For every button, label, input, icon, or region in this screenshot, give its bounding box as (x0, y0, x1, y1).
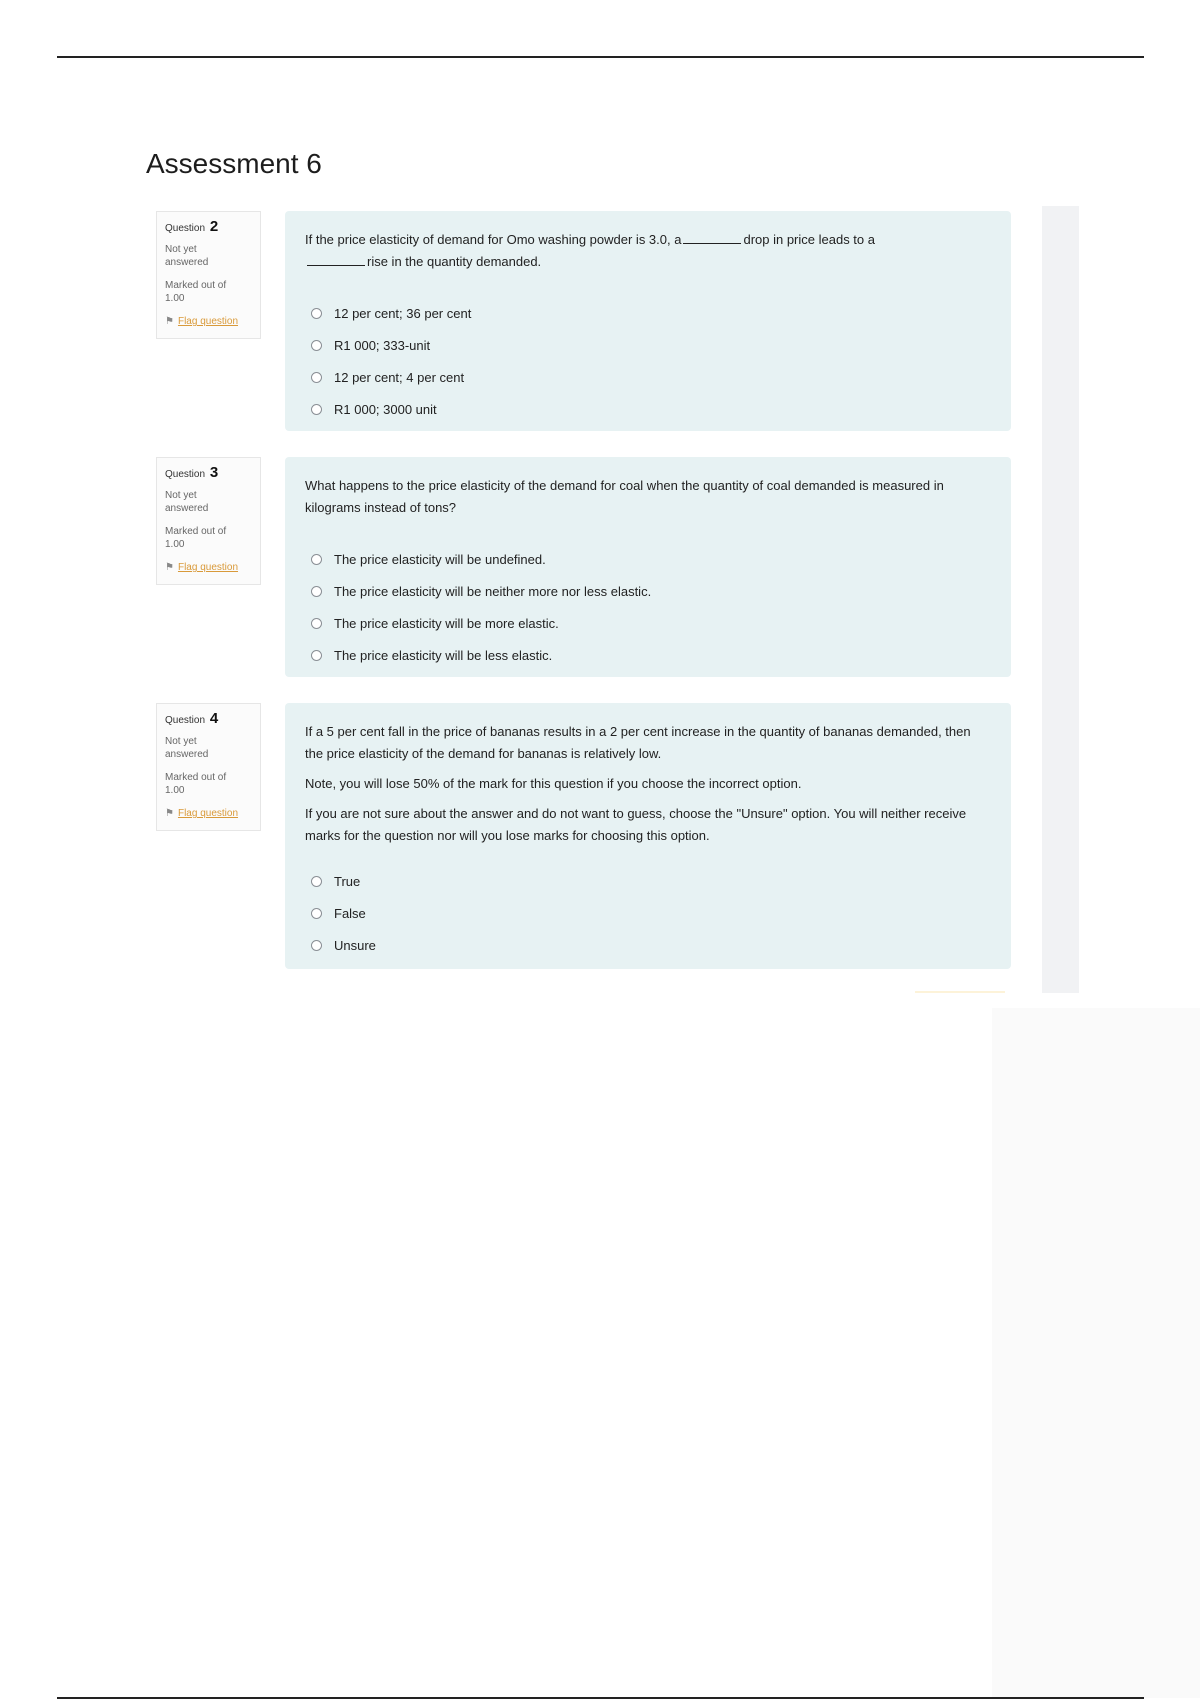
question-text-part: drop in price leads to a (743, 232, 875, 247)
question-number: 3 (209, 464, 219, 481)
bottom-rule (57, 1697, 1144, 1699)
question-number-row (165, 466, 252, 481)
answer-blank (683, 231, 741, 244)
question-content-3 (285, 457, 1011, 677)
question-info-3 (156, 457, 261, 585)
answer-label: The price elasticity will be more elastic. (334, 615, 559, 631)
flag-question[interactable] (165, 807, 252, 820)
question-marks: Marked out of 1.00 (165, 772, 227, 796)
answer-label: The price elasticity will be less elastic. (334, 647, 553, 663)
top-rule (57, 56, 1144, 58)
answer-option[interactable] (305, 865, 991, 897)
question-text-part: If the price elasticity of demand for Omo washing powder is 3.0, a (305, 232, 682, 247)
answer-option[interactable] (305, 607, 991, 639)
answer-label: The price elasticity will be neither more nor less elastic. (334, 583, 652, 599)
radio-button[interactable] (311, 554, 322, 565)
question-text (305, 229, 991, 273)
flag-icon: ⚑ (165, 808, 174, 819)
answer-blank (307, 253, 365, 266)
question-marks: Marked out of 1.00 (165, 526, 227, 550)
question-status: Not yet answered (165, 244, 209, 268)
question-content-4 (285, 703, 1011, 969)
question-note: Note, you will lose 50% of the mark for this question if you choose the incorrect option. (305, 776, 802, 791)
radio-button[interactable] (311, 372, 322, 383)
answer-option[interactable] (305, 543, 991, 575)
answer-option[interactable] (305, 929, 991, 961)
faint-column (992, 1008, 1200, 1698)
radio-button[interactable] (311, 650, 322, 661)
question-label: Question (165, 715, 206, 726)
answer-label: True (334, 873, 361, 889)
flag-question[interactable] (165, 315, 252, 328)
question-info-4 (156, 703, 261, 831)
question-marks: Marked out of 1.00 (165, 280, 227, 304)
question-number-row (165, 712, 252, 727)
answer-label: False (334, 905, 366, 921)
radio-button[interactable] (311, 404, 322, 415)
question-label: Question (165, 223, 206, 234)
answer-label: R1 000; 333-unit (334, 337, 431, 353)
flag-question-link[interactable]: Flag question (177, 562, 239, 573)
answer-label: Unsure (334, 937, 376, 953)
answer-options (305, 865, 991, 961)
radio-button[interactable] (311, 618, 322, 629)
answer-label: The price elasticity will be undefined. (334, 551, 546, 567)
question-number: 2 (209, 218, 219, 235)
question-unsure-note: If you are not sure about the answer and do not want to guess, choose the "Unsure" option. You will neither receive marks for the question nor will you lose marks for choosing this option. (305, 806, 967, 843)
flag-icon: ⚑ (165, 316, 174, 327)
answer-option[interactable] (305, 329, 991, 361)
answer-option[interactable] (305, 575, 991, 607)
radio-button[interactable] (311, 586, 322, 597)
answer-option[interactable] (305, 393, 991, 425)
answer-option[interactable] (305, 639, 991, 671)
question-text: What happens to the price elasticity of the demand for coal when the quantity of coal demanded is measured in kilograms instead of tons? (305, 478, 944, 515)
flag-question-link[interactable]: Flag question (177, 808, 239, 819)
answer-options (305, 543, 991, 671)
radio-button[interactable] (311, 908, 322, 919)
page-title: Assessment 6 (146, 148, 322, 179)
radio-button[interactable] (311, 940, 322, 951)
right-gutter (1042, 206, 1079, 993)
answer-option[interactable] (305, 297, 991, 329)
answer-option[interactable] (305, 361, 991, 393)
question-status: Not yet answered (165, 736, 209, 760)
question-info-2 (156, 211, 261, 339)
question-content-2 (285, 211, 1011, 431)
radio-button[interactable] (311, 308, 322, 319)
divider-accent (915, 991, 1005, 993)
question-status: Not yet answered (165, 490, 209, 514)
flag-question[interactable] (165, 561, 252, 574)
flag-icon: ⚑ (165, 562, 174, 573)
question-text-part: rise in the quantity demanded. (367, 254, 542, 269)
answer-options (305, 297, 991, 425)
answer-label: 12 per cent; 36 per cent (334, 305, 472, 321)
question-number-row (165, 220, 252, 235)
answer-option[interactable] (305, 897, 991, 929)
answer-label: 12 per cent; 4 per cent (334, 369, 465, 385)
radio-button[interactable] (311, 340, 322, 351)
answer-label: R1 000; 3000 unit (334, 401, 437, 417)
question-label: Question (165, 469, 206, 480)
question-text: If a 5 per cent fall in the price of bananas results in a 2 per cent increase in the quantity of bananas demanded, then the price elasticity of the demand for bananas is relatively low. (305, 724, 971, 761)
radio-button[interactable] (311, 876, 322, 887)
question-number: 4 (209, 710, 219, 727)
flag-question-link[interactable]: Flag question (177, 316, 239, 327)
